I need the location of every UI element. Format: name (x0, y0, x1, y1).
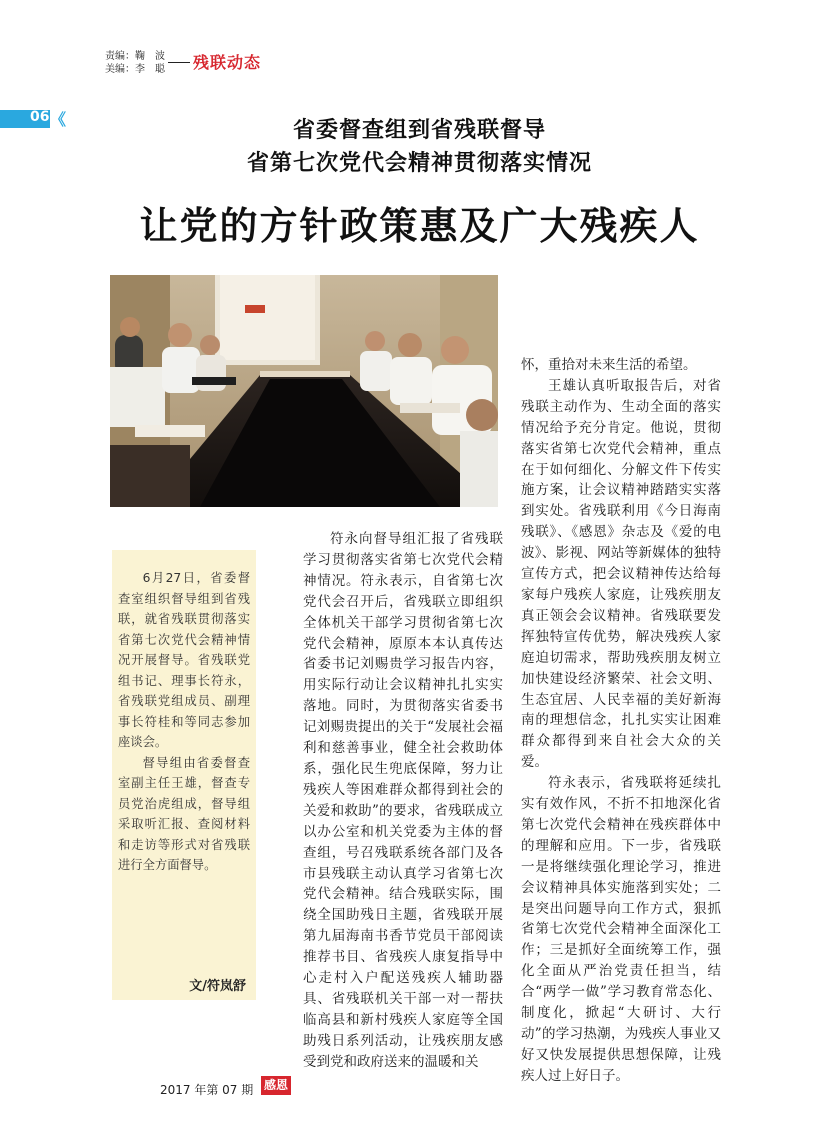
issue-info: 2017 年第 07 期 (160, 1083, 254, 1097)
header-divider (168, 62, 190, 63)
page-arrow-icon: 《 (50, 110, 67, 129)
article-column-2 (303, 529, 503, 1073)
meeting-photo (110, 275, 498, 507)
magazine-logo: 感恩 (261, 1076, 291, 1095)
article-paragraph: 符永向督导组汇报了省残联学习贯彻落实省第七次党代会精神情况。符永表示，自省第七次党代会召开后，省残联立即组织全体机关干部学习贯彻省第七次党代会精神，原原本本认真传达省委书记刘赐贵学习报告内容，用实际行动让会议精神扎扎实实落地。同时，为贯彻落实省委书记刘赐贵提出的关于“发展社会福利和慈善事业，健全社会救助体系，强化民生兜底保障，努力让残疾人等困难群众都得到社会的关爱和救助”的要求，省残联成立以办公室和机关党委为主体的督查组，号召残联系统各部门及各市县残联主动认真学习省第七次党代会精神。结合残联实际，围绕全国助残日主题，省残联开展第九届海南书香节党员干部阅读推荐书目、省残疾人康复指导中心走村入户配送残疾人辅助器具、省残联机关干部一对一帮扶临高县和新村残疾人家庭等全国助残日系列活动，让残疾朋友感受到党和政府送来的温暖和关 (303, 531, 503, 1070)
article-continuation: 怀，重拾对未来生活的希望。 (521, 357, 697, 373)
summary-paragraph: 6月27日，省委督查室组织督导组到省残联，就省残联贯彻落实省第七次党代会精神情况开展督导。省残联党组书记、理事长符永，省残联党组成员、副理事长符桂和等同志参加座谈会。 (118, 571, 250, 749)
page-number: 06 (30, 109, 50, 125)
subtitle-line1: 省委督查组到省残联督导 (292, 118, 546, 143)
article-column-3 (521, 355, 721, 1087)
article-paragraph: 符永表示，省残联将延续扎实有效作风，不折不扣地深化省第七次党代会精神在残疾群体中的理解和应用。下一步，省残联一是将继续强化理论学习，推进会议精神具体实施落到实处；二是突出问题导向工作方式，狠抓省第七次党代会精神全面深化工作；三是抓好全面统筹工作，强化全面从严治党责任担当，结合“两学一做”学习教育常态化、制度化，掀起“大研讨、大行动”的学习热潮，为残疾人事业又好又快发展提供思想保障，让残疾人过上好日子。 (521, 775, 721, 1084)
section-title: 残联动态 (193, 53, 262, 72)
summary-paragraph: 督导组由省委督查室副主任王雄，督查专员党治虎组成，督导组采取听汇报、查阅材料和走访等形式对省残联进行全方面督导。 (118, 755, 250, 872)
designer-credit: 美编：李 聪 (105, 64, 165, 75)
summary-text (118, 568, 250, 876)
main-title: 让党的方针政策惠及广大残疾人 (139, 204, 700, 248)
editor-credit: 责编：鞠 波 (105, 51, 165, 62)
byline: 文/符岚舒 (189, 979, 246, 994)
subtitle-line2: 省第七次党代会精神贯彻落实情况 (246, 151, 592, 176)
editor-credits (105, 50, 165, 76)
article-paragraph: 王雄认真听取报告后，对省残联主动作为、生动全面的落实情况给予充分肯定。他说，贯彻落实省第七次党代会精神，重点在于如何细化、分解文件下传实施方案，让会议精神踏踏实实落到实处。省残联利用《今日海南残联》、《感恩》杂志及《爱的电波》、影视、网站等新媒体的独特宣传方式，把会议精神传达给每家每户残疾人家庭，让残疾朋友真正领会会议精神。省残联要发挥独特宣传优势，解决残疾人家庭迫切需求，帮助残疾朋友树立加快建设经济繁荣、社会文明、生态宜居、人民幸福的美好新海南的理想信念，扎扎实实让困难群众都得到来自社会大众的关爱。 (521, 377, 721, 771)
